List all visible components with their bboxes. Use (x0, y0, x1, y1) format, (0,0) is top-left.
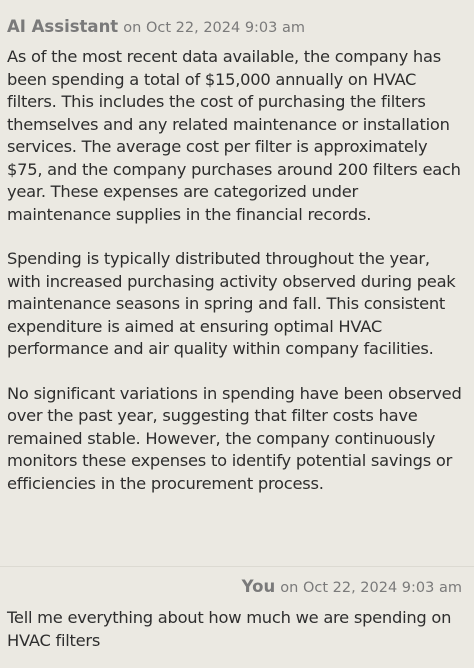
message-body (7, 607, 462, 652)
author-name: You (241, 577, 276, 596)
message-header (7, 16, 462, 38)
message-paragraph: No significant variations in spending have been observed over the past year, suggesting that filter costs have remained stable. However, the company continuously monitors these expenses to identify potential savings or efficiencies in the procurement process. (7, 383, 462, 493)
author-name: AI Assistant (7, 17, 119, 36)
message-paragraph: Spending is typically distributed throughout the year, with increased purchasing activity observed during peak maintenance seasons in spring and fall. This consistent expenditure is aimed at ensuring optimal HVAC performance and air quality within company facilities. (7, 249, 456, 358)
message-paragraph: As of the most recent data available, the company has been spending a total of $15,000 annually on HVAC filters. This includes the cost of purchasing the filters themselves and any related maintenance or installation services. The average cost per filter is approximately $75, and the company purchases around 200 filters each year. These expenses are categorized under maintenance supplies in the financial records. (7, 47, 461, 224)
message-timestamp: on Oct 22, 2024 9:03 am (123, 20, 306, 36)
message-timestamp: on Oct 22, 2024 9:03 am (280, 580, 462, 596)
user-message (0, 567, 474, 668)
message-header (7, 576, 462, 598)
message-paragraph: Tell me everything about how much we are spending on HVAC filters (7, 608, 452, 650)
message-body (7, 46, 462, 495)
